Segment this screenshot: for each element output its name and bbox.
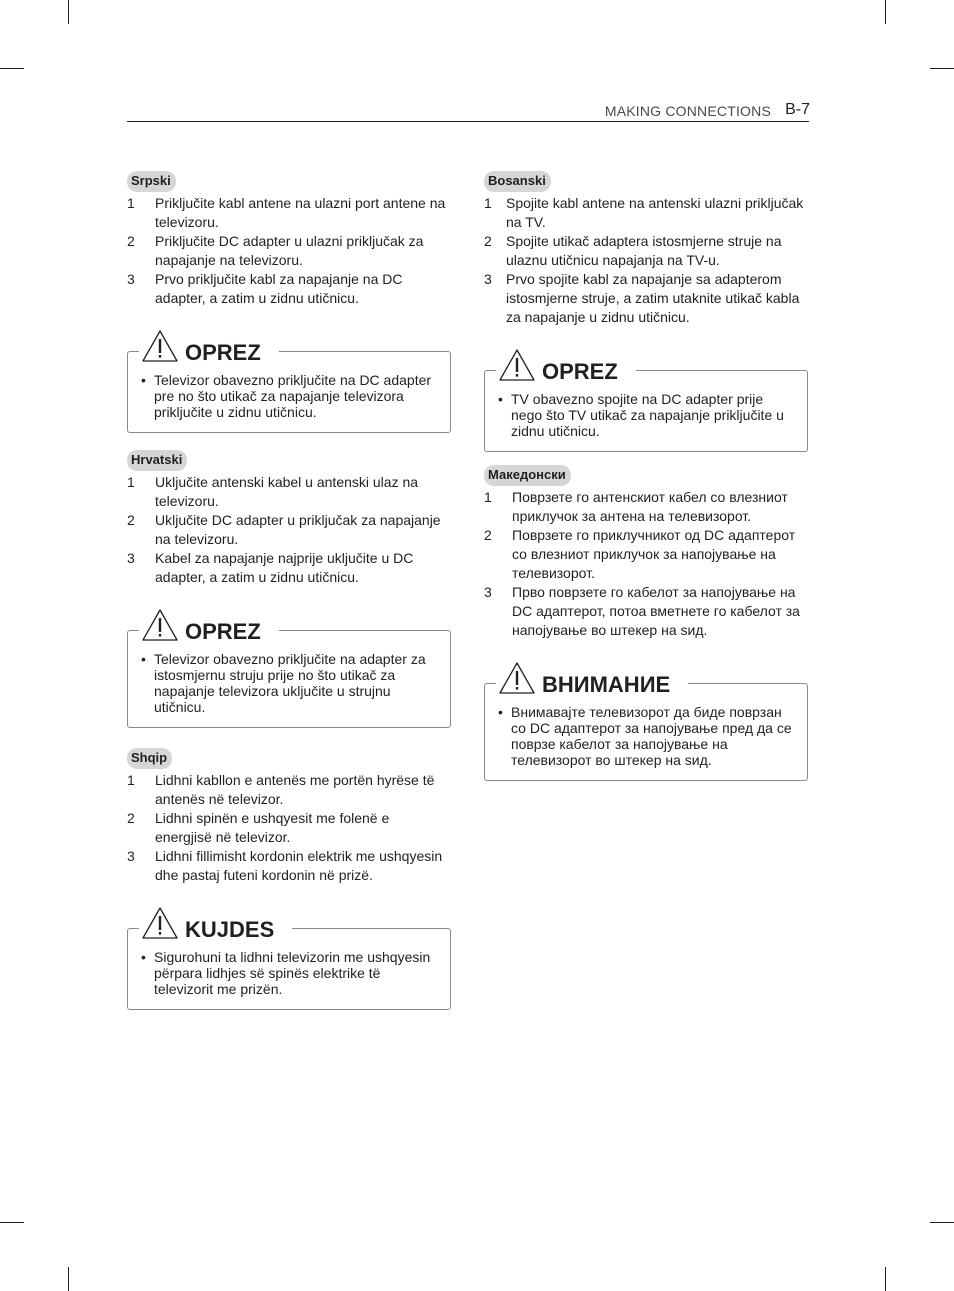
step-number: 2: [484, 233, 492, 249]
warning-icon: [141, 329, 179, 363]
language-badge: Македонски: [484, 465, 571, 486]
language-badge: Hrvatski: [127, 450, 187, 471]
caution-text: TV obavezno spojite na DC adapter prije nego što TV utikač za napajanje priključite u zidnu utičnicu.: [511, 391, 784, 439]
caution-heading: [496, 659, 688, 695]
caution-heading: [139, 606, 279, 642]
list-item: [127, 549, 449, 587]
list-item: [484, 194, 806, 232]
warning-icon: [498, 348, 536, 382]
warning-icon: [141, 608, 179, 642]
crop-mark: [68, 0, 69, 24]
list-item: [127, 194, 449, 232]
list-item: [484, 232, 806, 270]
step-text: Prvo spojite kabl za napajanje sa adapterom istosmjerne struje, a zatim utaknite utikač kabla za napajanje u zidnu utičnicu.: [506, 271, 800, 325]
caution-heading: [139, 327, 279, 363]
caution-title: ВНИМАНИЕ: [542, 672, 671, 697]
step-text: Priključite DC adapter u ulazni priključak za napajanje na televizoru.: [155, 233, 424, 268]
step-number: 1: [484, 489, 492, 505]
caution-text: Sigurohuni ta lidhni televizorin me ushqyesin përpara lidhjes së spinës elektrike të televizorit me prizën.: [154, 949, 431, 997]
step-text: Lidhni spinën e ushqyesit me folenë e energjisë në televizor.: [155, 810, 390, 845]
caution-title: OPREZ: [185, 619, 261, 644]
language-section-bosanski: [484, 171, 806, 452]
warning-icon: [498, 661, 536, 695]
caution-bullet: • TV obavezno spojite na DC adapter prije nego što TV utikač za napajanje priključite u zidnu utičnicu.: [498, 391, 784, 439]
crop-mark: [885, 0, 886, 24]
step-list: [127, 473, 449, 587]
step-text: Spojite kabl antene na antenski ulazni priključak na TV.: [506, 195, 804, 230]
crop-mark: [930, 1222, 954, 1223]
right-column: [484, 171, 806, 781]
language-section-srpski: [127, 171, 449, 433]
caution-box: [127, 619, 451, 728]
caution-box: [484, 672, 808, 781]
step-number: 2: [127, 810, 135, 826]
language-section-makedonski: [484, 465, 806, 781]
language-badge: Srpski: [127, 171, 176, 192]
caution-title: OPREZ: [185, 340, 261, 365]
caution-text: Televizor obavezno priključite na adapter za istosmjernu struju prije no što utikač za napajanje televizora uključite u strujnu utičnicu.: [154, 651, 426, 715]
step-number: 1: [127, 474, 135, 490]
crop-mark: [885, 1267, 886, 1291]
list-item: [127, 809, 449, 847]
list-item: [127, 473, 449, 511]
list-item: [484, 270, 806, 327]
list-item: [484, 488, 806, 526]
caution-title: OPREZ: [542, 359, 618, 384]
header-rule: [127, 121, 809, 122]
step-text: Lidhni kabllon e antenës me portën hyrëse të antenës në televizor.: [155, 772, 435, 807]
step-text: Priključite kabl antene na ulazni port antene na televizoru.: [155, 195, 446, 230]
step-list: [127, 194, 449, 308]
caution-text: Внимавајте телевизорот да биде поврзан со DC адаптерот за напојување пред да се поврзе кабелот за напојување на телевизорот во штекер на ѕид.: [511, 704, 792, 768]
crop-mark: [930, 68, 954, 69]
list-item: [484, 526, 806, 583]
caution-heading: [496, 346, 636, 382]
step-list: [484, 194, 806, 327]
step-number: 2: [127, 233, 135, 249]
language-badge: Shqip: [127, 748, 172, 769]
step-number: 2: [127, 512, 135, 528]
step-text: Lidhni fillimisht kordonin elektrik me ushqyesin dhe pastaj futeni kordonin në prizë.: [155, 848, 443, 883]
caution-bullet: • Внимавајте телевизорот да биде поврзан со DC адаптерот за напојување пред да се поврзе кабелот за напојување на телевизорот во штекер на ѕид.: [498, 704, 792, 768]
page-number: B-7: [785, 101, 810, 118]
caution-bullet: • Televizor obavezno priključite na DC adapter pre no što utikač za napajanje televizora priključite u zidnu utičnicu.: [141, 372, 432, 420]
step-list: [127, 771, 449, 885]
step-text: Поврзете го антенскиот кабел со влезниот приклучок за антена на телевизорот.: [512, 489, 788, 524]
list-item: [127, 270, 449, 308]
caution-text: Televizor obavezno priključite na DC adapter pre no što utikač za napajanje televizora priključite u zidnu utičnicu.: [154, 372, 432, 420]
caution-box: [484, 359, 808, 452]
step-text: Kabel za napajanje najprije uključite u DC adapter, a zatim u zidnu utičnicu.: [155, 550, 414, 585]
crop-mark: [68, 1267, 69, 1291]
step-text: Прво поврзете го кабелот за напојување на DC адаптерот, потоа вметнете го кабелот за напојување во штекер на ѕид.: [512, 584, 800, 638]
step-text: Spojite utikač adaptera istosmjerne struje na ulaznu utičnicu napajanja na TV-u.: [506, 233, 782, 268]
language-badge: Bosanski: [484, 171, 551, 192]
step-number: 1: [127, 195, 135, 211]
step-number: 3: [484, 584, 492, 600]
step-text: Uključite DC adapter u priključak za napajanje na televizoru.: [155, 512, 441, 547]
step-text: Поврзете го приклучникот од DC адаптерот со влезниот приклучок за напојување на телевизорот.: [512, 527, 796, 581]
step-text: Prvo priključite kabl za napajanje na DC adapter, a zatim u zidnu utičnicu.: [155, 271, 403, 306]
crop-mark: [0, 68, 24, 69]
step-number: 3: [127, 271, 135, 287]
list-item: [484, 583, 806, 640]
step-number: 3: [127, 848, 135, 864]
caution-heading: [139, 904, 292, 940]
caution-box: [127, 917, 451, 1010]
step-text: Uključite antenski kabel u antenski ulaz na televizoru.: [155, 474, 419, 509]
caution-bullet: • Televizor obavezno priključite na adapter za istosmjernu struju prije no što utikač za napajanje televizora uključite u strujnu utičnicu.: [141, 651, 426, 715]
step-number: 3: [127, 550, 135, 566]
language-section-hrvatski: [127, 450, 449, 728]
step-number: 1: [127, 772, 135, 788]
crop-mark: [0, 1222, 24, 1223]
list-item: [127, 511, 449, 549]
list-item: [127, 771, 449, 809]
warning-icon: [141, 906, 179, 940]
step-number: 3: [484, 271, 492, 287]
step-list: [484, 488, 806, 640]
caution-title: KUJDES: [185, 917, 275, 942]
step-number: 1: [484, 195, 492, 211]
step-number: 2: [484, 527, 492, 543]
list-item: [127, 232, 449, 270]
caution-bullet: • Sigurohuni ta lidhni televizorin me ushqyesin përpara lidhjes së spinës elektrike të televizorit me prizën.: [141, 949, 431, 997]
list-item: [127, 847, 449, 885]
caution-box: [127, 340, 451, 433]
left-column: [127, 171, 449, 1010]
language-section-shqip: [127, 748, 449, 1010]
section-title: MAKING CONNECTIONS: [604, 103, 771, 119]
